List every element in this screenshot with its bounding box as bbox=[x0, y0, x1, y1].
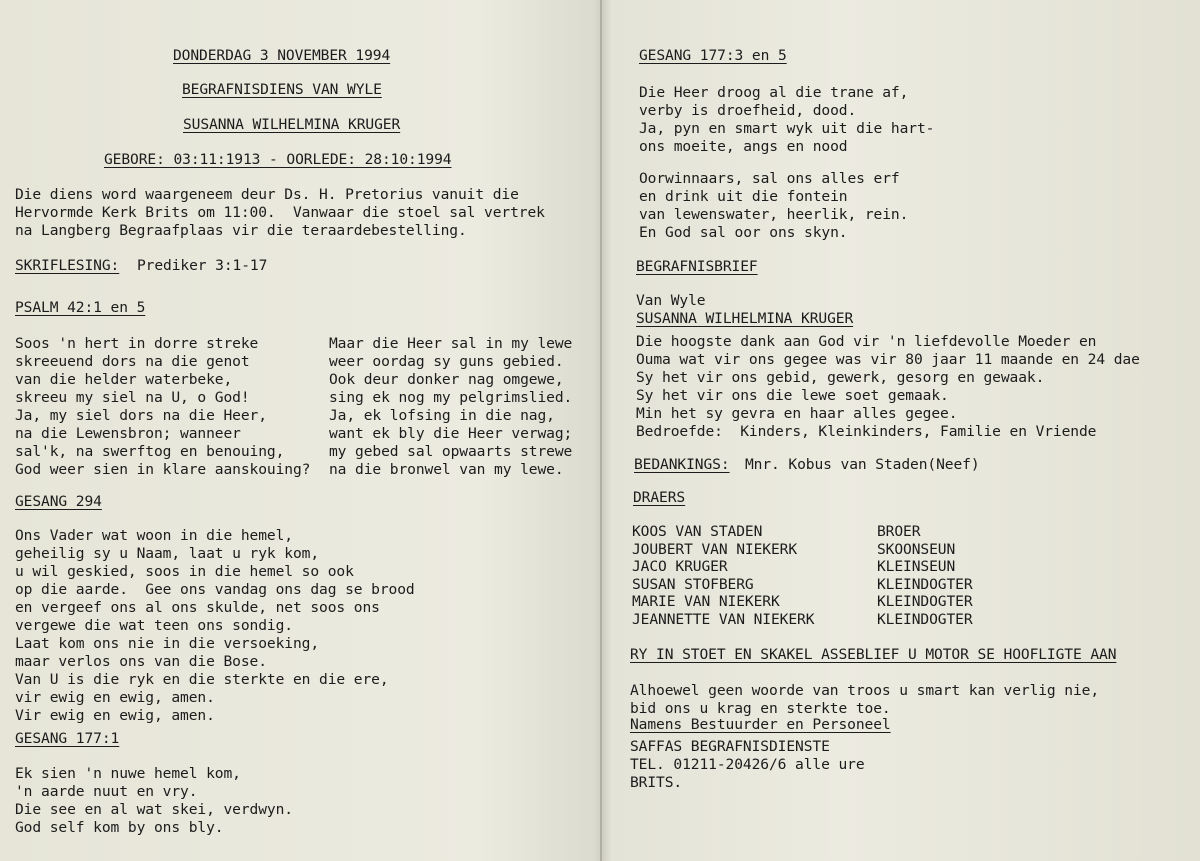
hymn-294-line: vir ewig en ewig, amen. bbox=[15, 689, 215, 706]
hymn-177-35-line: ons moeite, angs en nood bbox=[639, 138, 848, 155]
psalm-col1-line: van die helder waterbeke, bbox=[15, 371, 233, 388]
hymn-177-1-line: Ek sien 'n nuwe hemel kom, bbox=[15, 765, 241, 782]
hymn-177-1-line: 'n aarde nuut en vry. bbox=[15, 783, 198, 800]
bearer-name: JOUBERT VAN NIEKERK bbox=[632, 541, 798, 558]
bearer-relation: KLEINDOGTER bbox=[877, 593, 973, 610]
company-town: BRITS. bbox=[630, 774, 683, 791]
bearer-name: KOOS VAN STADEN bbox=[632, 523, 763, 540]
psalm-col2-line: weer oordag sy guns gebied. bbox=[329, 353, 564, 370]
psalm-heading: PSALM 42:1 en 5 bbox=[15, 299, 146, 316]
psalm-col2-line: Ja, ek lofsing in die nag, bbox=[329, 407, 555, 424]
psalm-col1-line: Soos 'n hert in dorre streke bbox=[15, 335, 259, 352]
hymn-177-1-heading: GESANG 177:1 bbox=[15, 730, 120, 747]
hymn-177-35-line: Ja, pyn en smart wyk uit die hart- bbox=[639, 120, 935, 137]
company-name: SAFFAS BEGRAFNISDIENSTE bbox=[630, 738, 830, 755]
hymn-177-1-line: God self kom by ons bly. bbox=[15, 819, 224, 836]
psalm-col1-line: na die Lewensbron; wanneer bbox=[15, 425, 241, 442]
hymn-294-line: Van U is die ryk en die sterkte en die ere, bbox=[15, 671, 389, 688]
thanks-label: BEDANKINGS: bbox=[634, 456, 730, 473]
hymn-177-35-line: verby is droefheid, dood. bbox=[639, 102, 857, 119]
hymn-294-line: geheilig sy u Naam, laat u ryk kom, bbox=[15, 545, 320, 562]
letter-line: Sy het vir ons gebid, gewerk, gesorg en gewaak. bbox=[636, 369, 1045, 386]
letter-line: Die hoogste dank aan God vir 'n liefdevolle Moeder en bbox=[636, 333, 1097, 350]
psalm-col2-line: want ek bly die Heer verwag; bbox=[329, 425, 573, 442]
psalm-col2-line: my gebed sal opwaarts strewe bbox=[329, 443, 573, 460]
hymn-294-line: Laat kom ons nie in die versoeking, bbox=[15, 635, 320, 652]
reading-reference: Prediker 3:1-17 bbox=[137, 257, 268, 274]
intro-line-3: na Langberg Begraafplaas vir die teraardebestelling. bbox=[15, 222, 467, 239]
bearer-relation: KLEINDOGTER bbox=[877, 611, 973, 628]
hymn-177-35-line: van lewenswater, heerlik, rein. bbox=[639, 206, 909, 223]
birth-death-dates: GEBORE: 03:11:1913 - OORLEDE: 28:10:1994 bbox=[104, 151, 452, 168]
bearers-heading: DRAERS bbox=[633, 489, 686, 506]
psalm-col1-line: skreeu my siel na U, o God! bbox=[15, 389, 250, 406]
bearer-name: SUSAN STOFBERG bbox=[632, 576, 754, 593]
psalm-col1-line: God weer sien in klare aanskouing? bbox=[15, 461, 311, 478]
service-date: DONDERDAG 3 NOVEMBER 1994 bbox=[173, 47, 391, 64]
center-fold bbox=[600, 0, 602, 861]
reading-label: SKRIFLESING: bbox=[15, 257, 120, 274]
intro-line-2: Hervormde Kerk Brits om 11:00. Vanwaar die stoel sal vertrek bbox=[15, 204, 545, 221]
hymn-177-35-line: En God sal oor ons skyn. bbox=[639, 224, 848, 241]
letter-line: Ouma wat vir ons gegee was vir 80 jaar 11 maande en 24 dae bbox=[636, 351, 1140, 368]
letter-from: Van Wyle bbox=[636, 292, 706, 309]
deceased-name: SUSANNA WILHELMINA KRUGER bbox=[183, 116, 401, 133]
hymn-177-35-line: Die Heer droog al die trane af, bbox=[639, 84, 909, 101]
letter-line: Min het sy gevra en haar alles gegee. bbox=[636, 405, 958, 422]
bearer-relation: SKOONSEUN bbox=[877, 541, 956, 558]
hymn-294-line: Ons Vader wat woon in die hemel, bbox=[15, 527, 293, 544]
bearer-relation: KLEINDOGTER bbox=[877, 576, 973, 593]
hymn-177-35-line: Oorwinnaars, sal ons alles erf bbox=[639, 170, 900, 187]
letter-deceased-name: SUSANNA WILHELMINA KRUGER bbox=[636, 310, 854, 327]
service-title: BEGRAFNISDIENS VAN WYLE bbox=[182, 81, 382, 98]
closing-line: Alhoewel geen woorde van troos u smart kan verlig nie, bbox=[630, 682, 1100, 699]
psalm-col1-line: sal'k, na swerftog en benouing, bbox=[15, 443, 285, 460]
hymn-177-35-line: en drink uit die fontein bbox=[639, 188, 848, 205]
letter-line: Bedroefde: Kinders, Kleinkinders, Familie en Vriende bbox=[636, 423, 1097, 440]
psalm-col1-line: Ja, my siel dors na die Heer, bbox=[15, 407, 267, 424]
closing-line: bid ons u krag en sterkte toe. bbox=[630, 700, 891, 717]
hymn-294-heading: GESANG 294 bbox=[15, 493, 102, 510]
hymn-294-line: maar verlos ons van die Bose. bbox=[15, 653, 267, 670]
psalm-col2-line: Maar die Heer sal in my lewe bbox=[329, 335, 573, 352]
company-phone: TEL. 01211-20426/6 alle ure bbox=[630, 756, 865, 773]
psalm-col1-line: skreeuend dors na die genot bbox=[15, 353, 250, 370]
hymn-177-1-line: Die see en al wat skei, verdwyn. bbox=[15, 801, 293, 818]
hymn-294-line: u wil geskied, soos in die hemel so ook bbox=[15, 563, 354, 580]
letter-heading: BEGRAFNISBRIEF bbox=[636, 258, 758, 275]
hymn-294-line: Vir ewig en ewig, amen. bbox=[15, 707, 215, 724]
psalm-col2-line: na die bronwel van my lewe. bbox=[329, 461, 564, 478]
psalm-col2-line: sing ek nog my pelgrimslied. bbox=[329, 389, 573, 406]
bearer-name: JACO KRUGER bbox=[632, 558, 728, 575]
letter-line: Sy het vir ons die lewe soet gemaak. bbox=[636, 387, 949, 404]
bearer-relation: KLEINSEUN bbox=[877, 558, 956, 575]
bearer-relation: BROER bbox=[877, 523, 921, 540]
thanks-text: Mnr. Kobus van Staden(Neef) bbox=[745, 456, 980, 473]
psalm-col2-line: Ook deur donker nag omgewe, bbox=[329, 371, 564, 388]
hymn-177-35-heading: GESANG 177:3 en 5 bbox=[639, 47, 787, 64]
on-behalf-line: Namens Bestuurder en Personeel bbox=[630, 716, 891, 733]
intro-line-1: Die diens word waargeneem deur Ds. H. Pretorius vanuit die bbox=[15, 186, 519, 203]
hymn-294-line: en vergeef ons al ons skulde, net soos ons bbox=[15, 599, 380, 616]
hymn-294-line: vergewe die wat teen ons sondig. bbox=[15, 617, 293, 634]
hymn-294-line: op die aarde. Gee ons vandag ons dag se brood bbox=[15, 581, 415, 598]
bearer-name: JEANNETTE VAN NIEKERK bbox=[632, 611, 815, 628]
bearer-name: MARIE VAN NIEKERK bbox=[632, 593, 780, 610]
convoy-notice: RY IN STOET EN SKAKEL ASSEBLIEF U MOTOR SE HOOFLIGTE AAN bbox=[630, 646, 1117, 663]
